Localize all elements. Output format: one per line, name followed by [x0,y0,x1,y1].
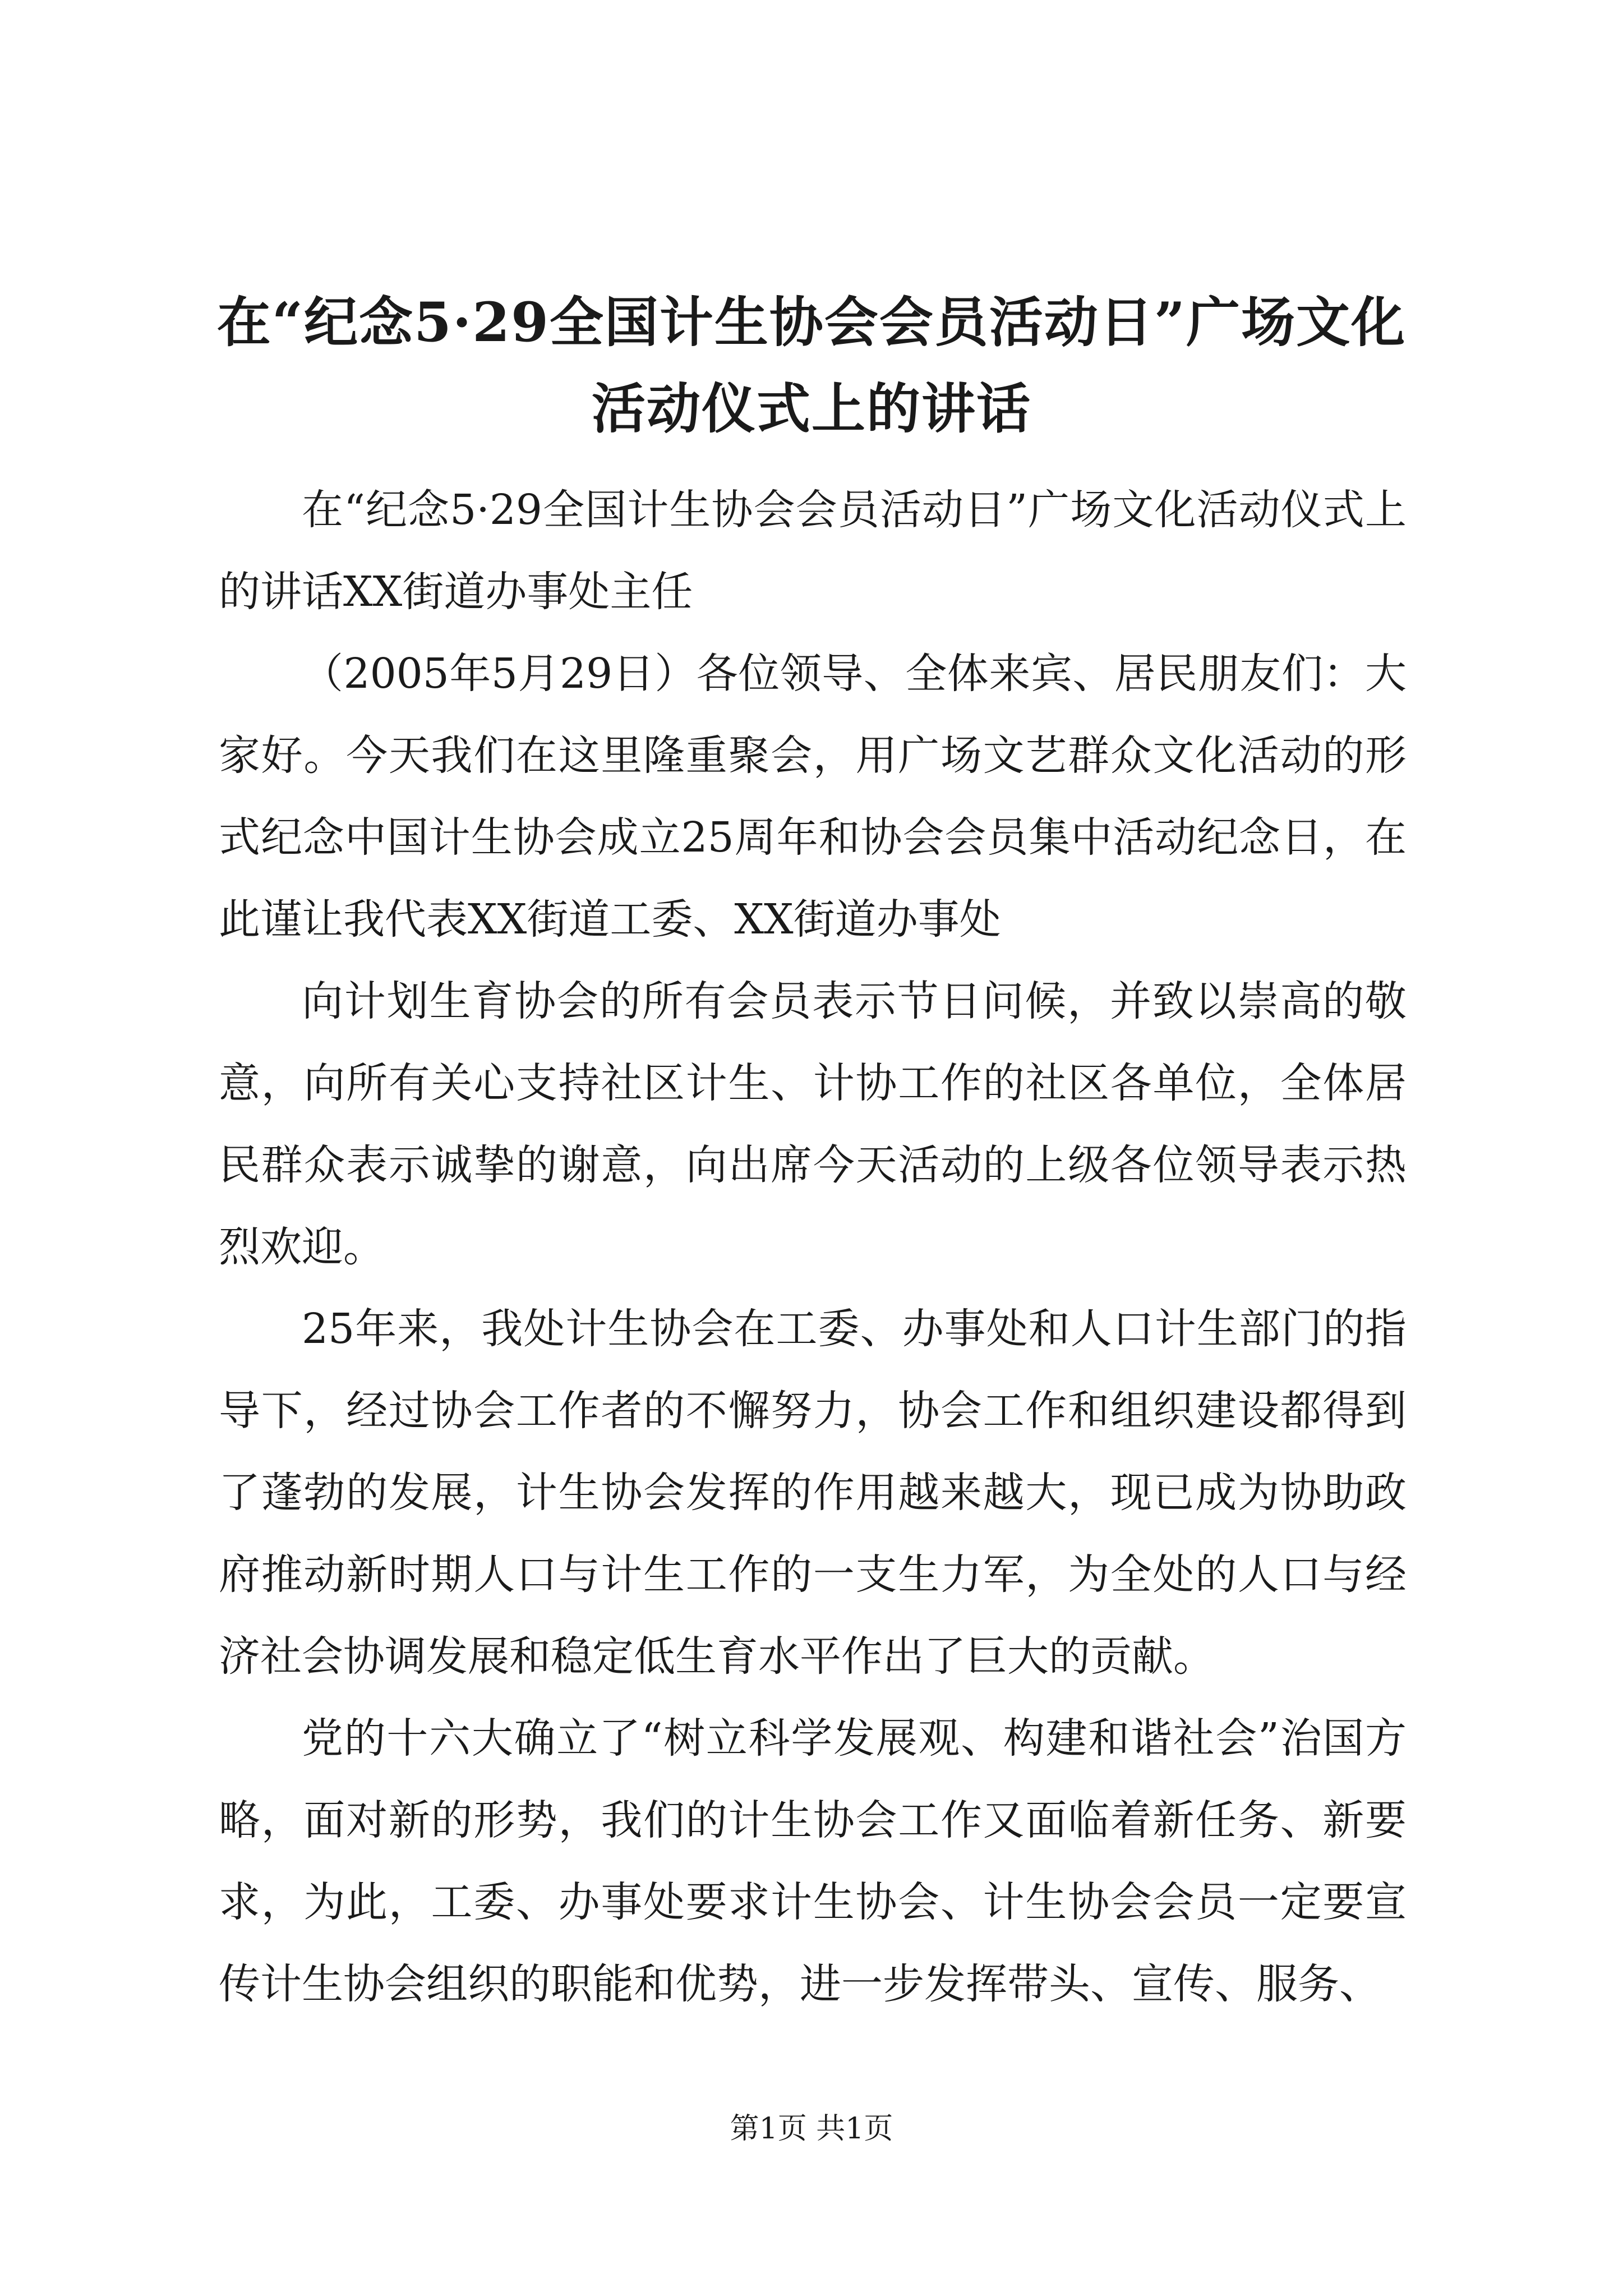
paragraph: 25年来，我处计生协会在工委、办事处和人口计生部门的指导下，经过协会工作者的不懈努力，协会工作和组织建设都得到了蓬勃的发展，计生协会发挥的作用越来越大，现已成为协助政府推动新时期人口与计生工作的一支生力军，为全处的人口与经济社会协调发展和稳定低生育水平作出了巨大的贡献。 [219,1305,1407,1681]
paragraph: （2005年5月29日）各位领导、全体来宾、居民朋友们：大家好。今天我们在这里隆重聚会，用广场文艺群众文化活动的形式纪念中国计生协会成立25周年和协会会员集中活动纪念日，在此谨让我代表XX街道工委、XX街道办事处 [219,650,1407,944]
paragraph: 向计划生育协会的所有会员表示节日问候，并致以崇高的敬意，向所有关心支持社区计生、计协工作的社区各单位，全体居民群众表示诚挚的谢意，向出席今天活动的上级各位领导表示热烈欢迎。 [219,977,1407,1271]
page-number-footer: 第1页 共1页 [730,2112,893,2146]
paragraph: 党的十六大确立了“树立科学发展观、构建和谐社会”治国方略，面对新的形势，我们的计生协会工作又面临着新任务、新要求，为此，工委、办事处要求计生协会、计生协会会员一定要宣传计生协会组织的职能和优势，进一步发挥带头、宣传、服务、 [219,1714,1407,2008]
document-title: 在“纪念5·29全国计生协会会员活动日”广场文化活动仪式上的讲话 [216,291,1407,440]
paragraph: 在“纪念5·29全国计生协会会员活动日”广场文化活动仪式上的讲话XX街道办事处主任 [219,486,1407,616]
document-body [219,469,1407,2025]
